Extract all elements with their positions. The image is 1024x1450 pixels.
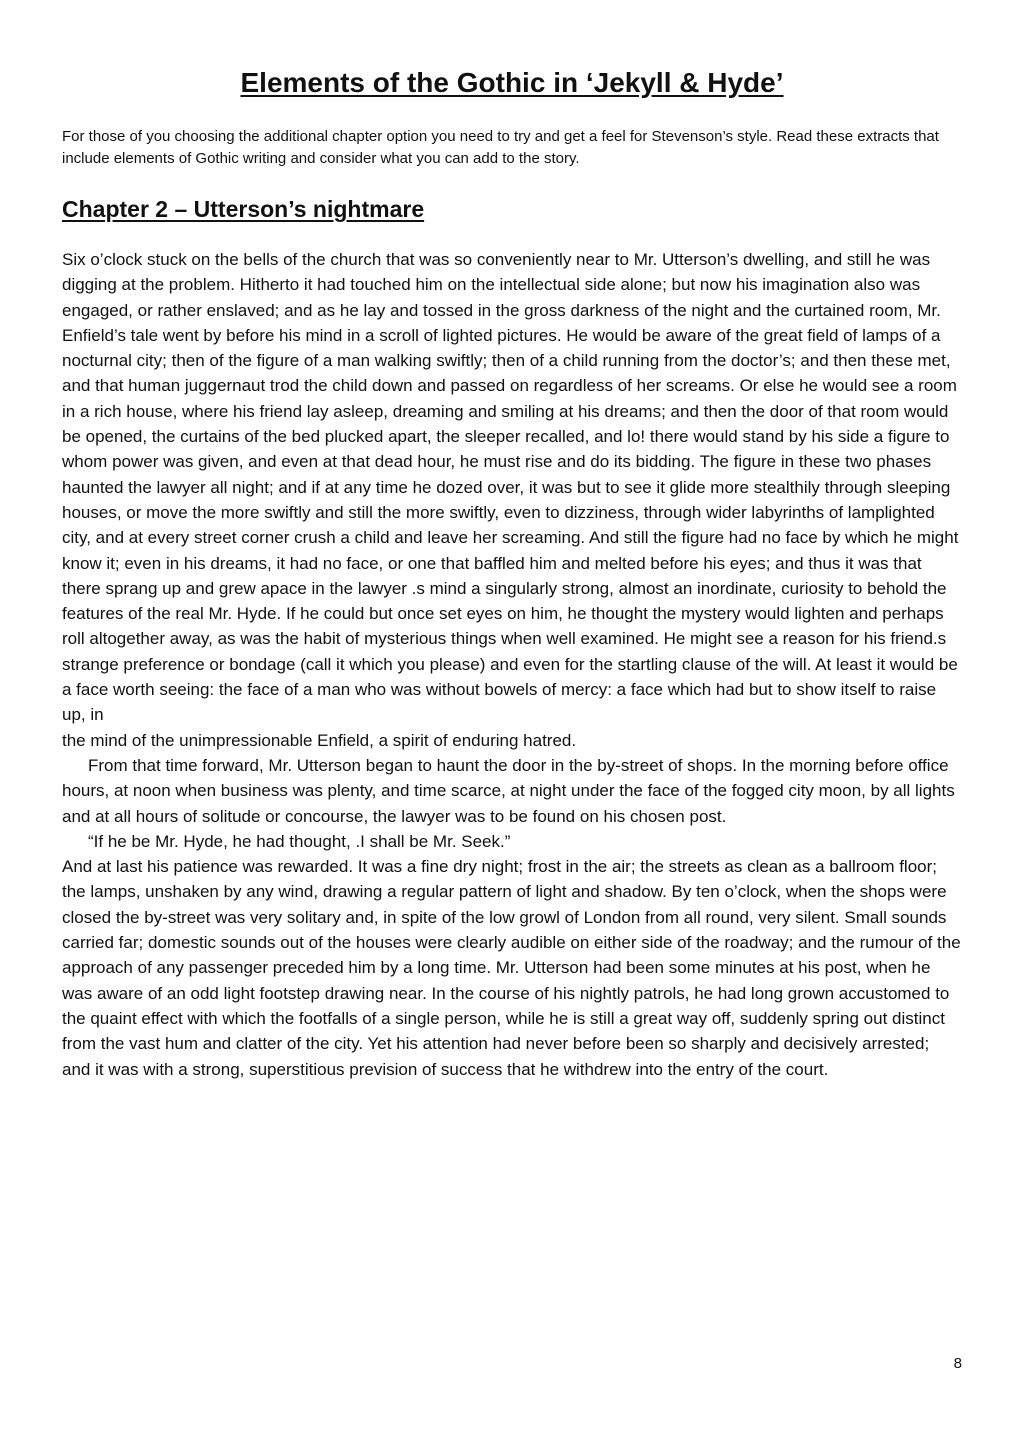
document-page <box>62 0 962 1082</box>
page-number: 8 <box>953 1355 962 1372</box>
extract-paragraph: From that time forward, Mr. Utterson began to haunt the door in the by-street of shops. In the morning before office hours, at noon when business was plenty, and time scarce, at night under the face of the fogged city moon, by all lights and at all hours of solitude or concourse, the lawyer was to be found on his chosen post. <box>62 755 955 826</box>
document-title: Elements of the Gothic in ‘Jekyll & Hyde’ <box>240 67 784 98</box>
intro-text: For those of you choosing the additional chapter option you need to try and get a feel for Stevenson’s style. Read these extracts that include elements of Gothic writing and consider what you can add to the story. <box>62 128 939 167</box>
extract-quote: “If he be Mr. Hyde, he had thought, .I shall be Mr. Seek.” <box>88 831 511 851</box>
extract-paragraph: Six o’clock stuck on the bells of the church that was so conveniently near to Mr. Utterson’s dwelling, and still he was digging at the problem. Hitherto it had touched him on the intellectual side alone; but now his imagination also was engaged, or rather enslaved; and as he lay and tossed in the gross darkness of the night and the curtained room, Mr. Enfield’s tale went by before his mind in a scroll of lighted pictures. He would be aware of the great field of lamps of a nocturnal city; then of the figure of a man walking swiftly; then of a child running from the doctor’s; and then these met, and that human juggernaut trod the child down and passed on regardless of her screams. Or else he would see a room in a rich house, where his friend lay asleep, dreaming and smiling at his dreams; and then the door of that room would be opened, the curtains of the bed plucked apart, the sleeper recalled, and lo! there would stand by his side a figure to whom power was given, and even at that dead hour, he must rise and do its bidding. The figure in these two phases haunted the lawyer all night; and if at any time he dozed over, it was but to see it glide more stealthily through sleeping houses, or move the more swiftly and still the more swiftly, even to dizziness, through wider labyrinths of lamplighted city, and at every street corner crush a child and leave her screaming. And still the figure had no face by which he might know it; even in his dreams, it had no face, or one that baffled him and melted before his eyes; and thus it was that there sprang up and grew apace in the lawyer .s mind a singularly strong, almost an inordinate, curiosity to behold the features of the real Mr. Hyde. If he could but once set eyes on him, he thought the mystery would lighten and perhaps roll altogether away, as was the habit of mysterious things when well examined. He might see a reason for his friend.s strange preference or bondage (call it which you please) and even for the startling clause of the will. At least it would be a face worth seeing: the face of a man who was without bowels of mercy: a face which had but to show itself to raise up, in <box>62 250 959 725</box>
extract-paragraph: the mind of the unimpressionable Enfield, a spirit of enduring hatred. <box>62 730 577 750</box>
extract-text <box>62 247 962 1082</box>
extract-paragraph: And at last his patience was rewarded. It was a fine dry night; frost in the air; the streets as clean as a ballroom floor; the lamps, unshaken by any wind, drawing a regular pattern of light and shadow. By ten o’clock, when the shops were closed the by-street was very solitary and, in spite of the low growl of London from all round, very silent. Small sounds carried far; domestic sounds out of the houses were clearly audible on either side of the roadway; and the rumour of the approach of any passenger preceded him by a long time. Mr. Utterson had been some minutes at his post, when he was aware of an odd light footstep drawing near. In the course of his nightly patrols, he had long grown accustomed to the quaint effect with which the footfalls of a single person, while he is still a great way off, suddenly spring out distinct from the vast hum and clatter of the city. Yet his attention had never before been so sharply and decisively arrested; and it was with a strong, superstitious prevision of success that he withdrew into the entry of the court. <box>62 857 961 1079</box>
chapter-heading: Chapter 2 – Utterson’s nightmare <box>62 196 425 222</box>
